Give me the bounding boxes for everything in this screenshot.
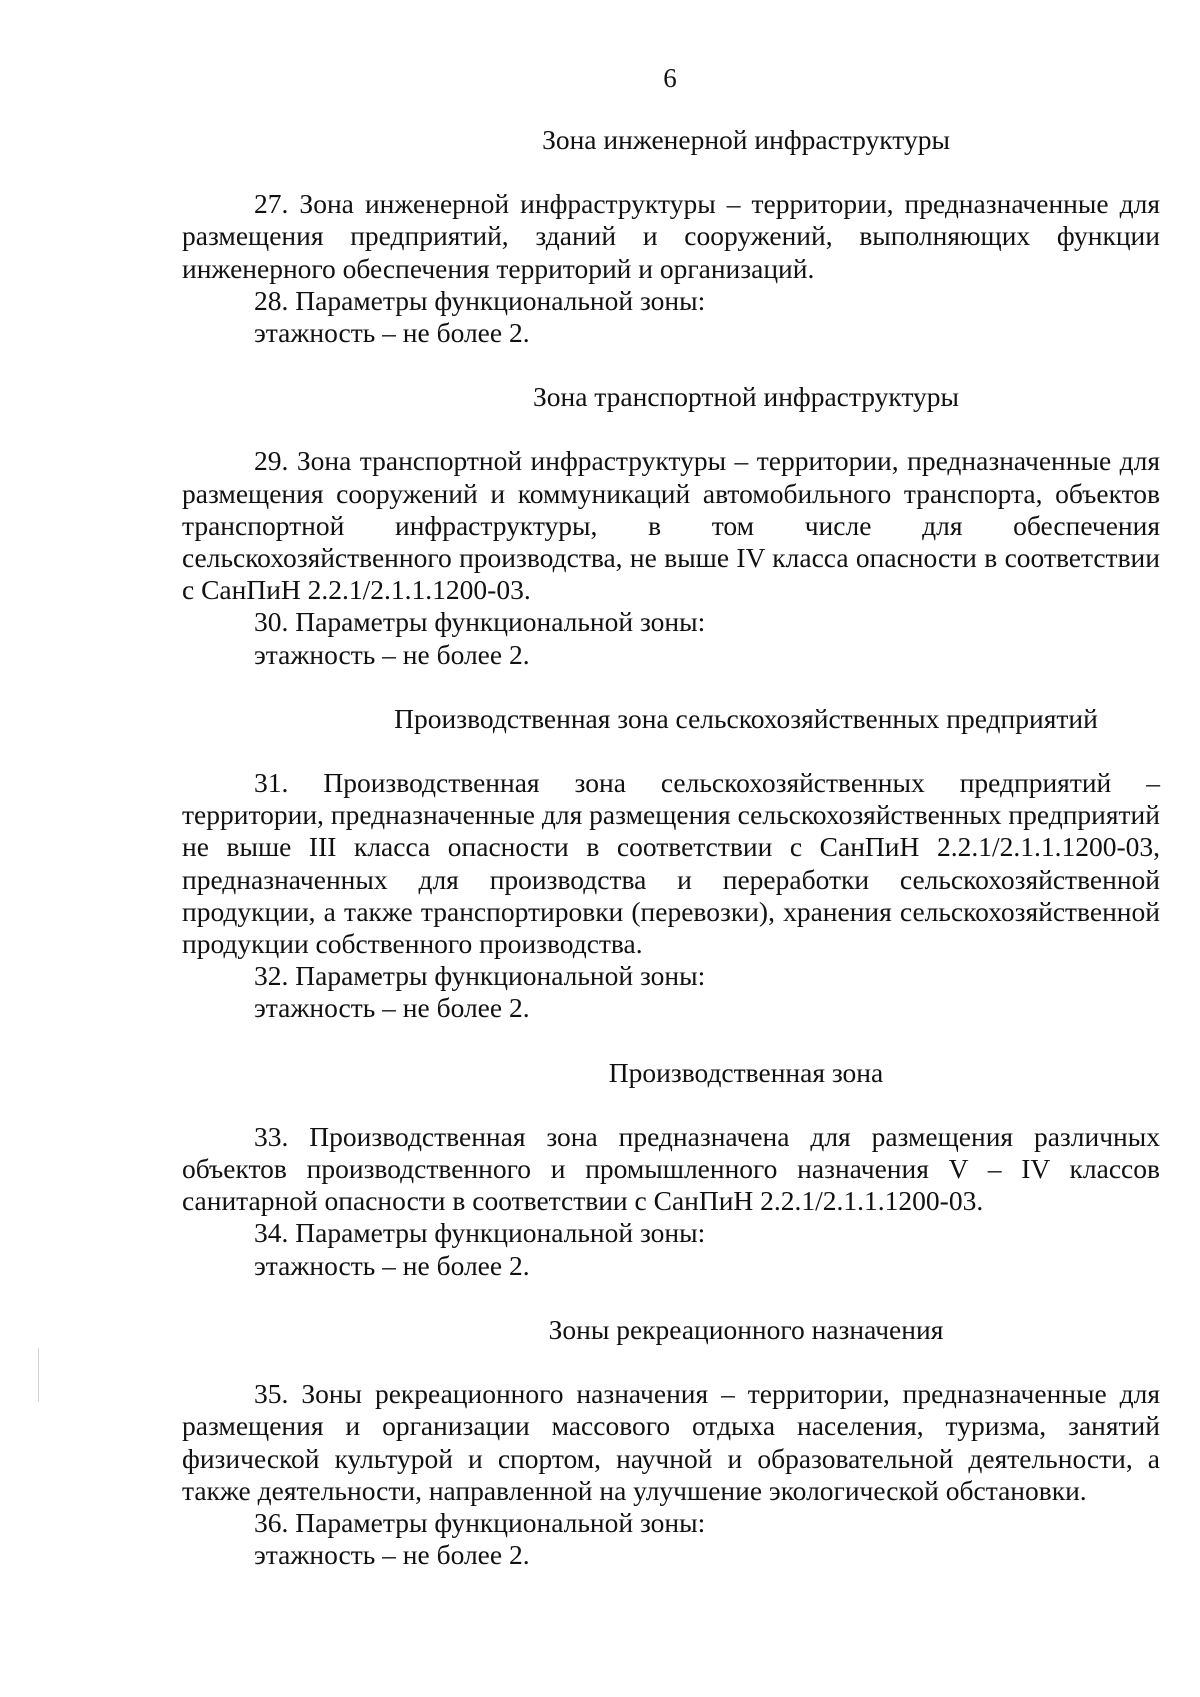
spacer	[182, 349, 1160, 381]
parameters-value: этажность – не более 2.	[254, 1539, 530, 1571]
parameters-value: этажность – не более 2.	[254, 638, 530, 670]
section-heading: Производственная зона сельскохозяйственных предприятий	[394, 702, 1098, 734]
definition-paragraph: 31. Производственная зона сельскохозяйственных предприятий – территории, предназначенные для размещения сельскохозяйственных предприятий не выше III класса опасности в соответствии с СанПиН 2.2.1/2.1.1.1200-03, предназначенных для производства и переработки сельскохозяйственной продукции, а также транспортировки (перевозки), хранения сельскохозяйственной продукции собственного производства.	[182, 767, 1160, 960]
spacer	[182, 1282, 1160, 1314]
spacer	[182, 735, 1160, 767]
document-body	[182, 124, 1160, 1571]
section-production-zone	[182, 1057, 1160, 1282]
parameters-label: 32. Параметры функциональной зоны:	[254, 960, 706, 992]
definition-paragraph: 35. Зоны рекреационного назначения – территории, предназначенные для размещения и организации массового отдыха населения, туризма, занятий физической культурой и спортом, научной и образовательной деятельности, а также деятельности, направленной на улучшение экологической обстановки.	[182, 1378, 1160, 1506]
section-recreational-zones	[182, 1314, 1160, 1571]
parameters-value: этажность – не более 2.	[254, 1249, 530, 1281]
spacer	[182, 1346, 1160, 1378]
section-agricultural-production	[182, 703, 1160, 1025]
scan-artifact-line	[38, 1348, 39, 1402]
definition-paragraph: 33. Производственная зона предназначена для размещения различных объектов производственного и промышленного назначения V – IV классов санитарной опасности в соответствии с СанПиН 2.2.1/2.1.1.1200-03.	[182, 1120, 1160, 1217]
parameters-label: 34. Параметры функциональной зоны:	[254, 1217, 706, 1249]
spacer	[182, 1025, 1160, 1057]
parameters-label: 28. Параметры функциональной зоны:	[254, 284, 706, 316]
section-heading: Зоны рекреационного назначения	[548, 1313, 944, 1345]
spacer	[182, 1089, 1160, 1121]
section-heading: Зона инженерной инфраструктуры	[542, 124, 950, 155]
section-heading: Зона транспортной инфраструктуры	[532, 381, 960, 413]
section-engineering-infrastructure	[182, 124, 1160, 349]
definition-paragraph: 29. Зона транспортной инфраструктуры – территории, предназначенные для размещения сооружений и коммуникаций автомобильного транспорта, объектов транспортной инфраструктуры, в том числе для обеспечения сельскохозяйственного производства, не выше IV класса опасности в соответствии с СанПиН 2.2.1/2.1.1.1200-03.	[182, 445, 1160, 606]
section-heading: Производственная зона	[608, 1056, 884, 1088]
spacer	[182, 671, 1160, 703]
parameters-label: 30. Параметры функциональной зоны:	[254, 606, 706, 638]
parameters-value: этажность – не более 2.	[254, 317, 530, 349]
page-number: 6	[663, 63, 677, 93]
section-transport-infrastructure	[182, 381, 1160, 671]
definition-paragraph: 27. Зона инженерной инфраструктуры – территории, предназначенные для размещения предприятий, зданий и сооружений, выполняющих функции инженерного обеспечения территорий и организаций.	[182, 188, 1160, 284]
parameters-label: 36. Параметры функциональной зоны:	[254, 1506, 706, 1538]
parameters-value: этажность – не более 2.	[254, 992, 530, 1024]
spacer	[182, 156, 1160, 188]
spacer	[182, 413, 1160, 445]
